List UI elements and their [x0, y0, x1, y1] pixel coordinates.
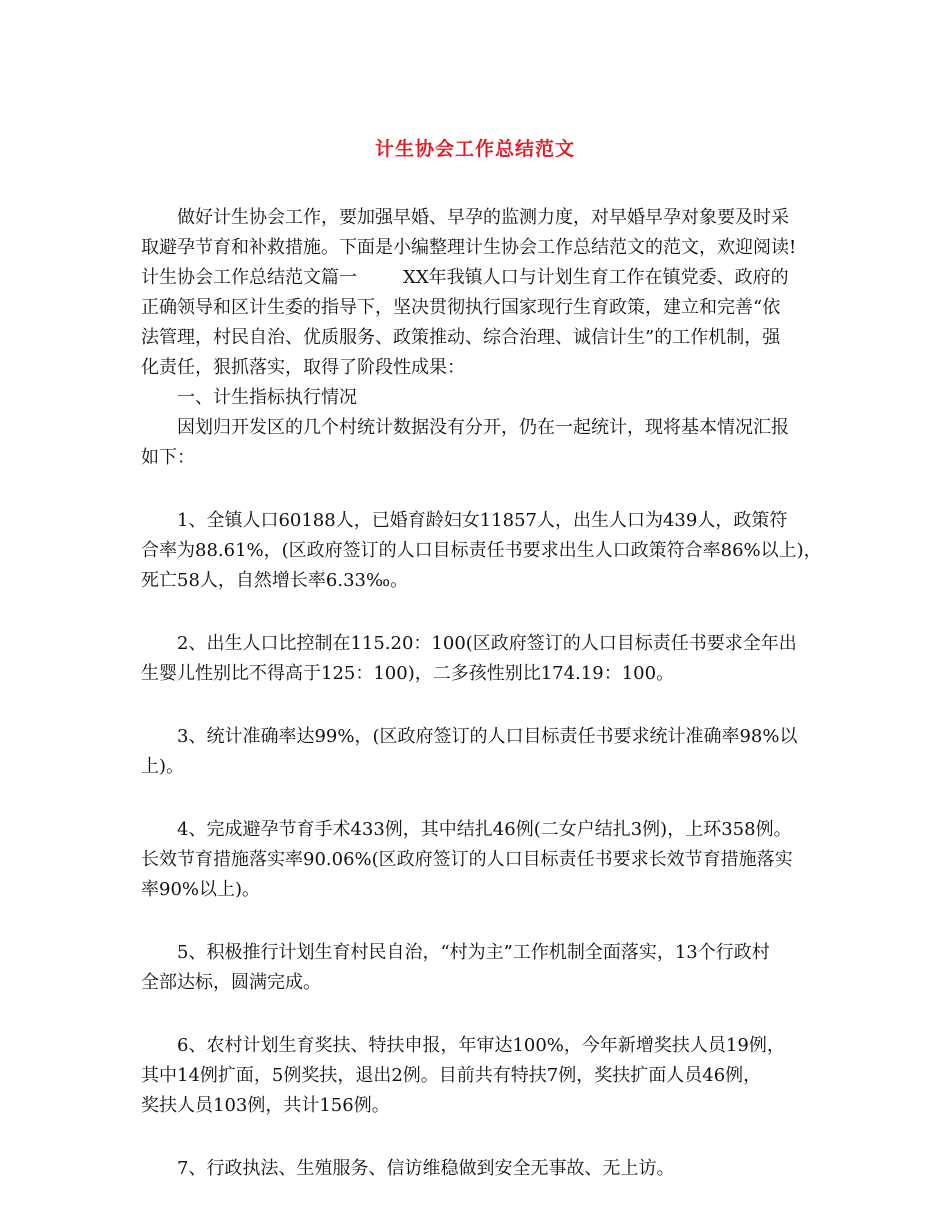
- text-line: 全部达标，圆满完成。: [141, 972, 321, 993]
- text-line: 5、积极推行计划生育村民自治，“村为主”工作机制全面落实，13个行政村: [177, 942, 770, 963]
- text-line: 生婴儿性别比不得高于125：100)，二多孩性别比174.19：100。: [141, 663, 675, 684]
- text-line: 4、完成避孕节育手术433例，其中结扎46例(二女户结扎3例)，上环358例。: [177, 819, 792, 840]
- text-line: 2、出生人口比控制在115.20：100(区政府签订的人口目标责任书要求全年出: [177, 633, 797, 654]
- text-line: 因划归开发区的几个村统计数据没有分开，仍在一起统计，现将基本情况汇报: [177, 417, 789, 438]
- document-body: [141, 203, 822, 1184]
- text-line: 其中14例扩面，5例奖扶，退出2例。目前共有特扶7例，奖扶扩面人员46例，: [141, 1065, 762, 1086]
- text-line: 化责任，狠抓落实，取得了阶段性成果：: [141, 357, 465, 378]
- text-line: 奖扶人员103例，共计156例。: [141, 1095, 390, 1116]
- text-line: 1、全镇人口60188人，已婚育龄妇女11857人，出生人口为439人，政策符: [177, 510, 788, 531]
- text-line: 正确领导和区计生委的指导下，坚决贯彻执行国家现行生育政策，建立和完善“依: [141, 297, 781, 318]
- text-line: [141, 263, 811, 293]
- text-line: 长效节育措施落实率90.06%(区政府签订的人口目标责任书要求长效节育措施落实: [141, 849, 793, 870]
- text-line: 死亡58人，自然增长率6.33‰。: [141, 570, 409, 591]
- section-heading: 一、计生指标执行情况: [177, 387, 357, 408]
- text-line: 7、行政执法、生殖服务、信访维稳做到安全无事故、无上访。: [177, 1158, 675, 1179]
- text-line: 做好计生协会工作，要加强早婚、早孕的监测力度，对早婚早孕对象要及时采: [177, 207, 789, 228]
- text-line-tail: XX年我镇人口与计划生育工作在镇党委、政府的: [403, 267, 789, 288]
- text-line: 合率为88.61%，(区政府签订的人口目标责任书要求出生人口政策符合率86%以上)，: [141, 540, 822, 561]
- text-line: 6、农村计划生育奖扶、特扶申报，年审达100%，今年新增奖扶人员19例，: [177, 1035, 785, 1056]
- text-line: 取避孕节育和补救措施。下面是小编整理计生协会工作总结范文的范文，欢迎阅读!: [141, 237, 797, 258]
- text-line: 上)。: [141, 756, 185, 777]
- text-line: 率90%以上)。: [141, 879, 261, 900]
- text-line: 3、统计准确率达99%，(区政府签订的人口目标责任书要求统计准确率98%以: [177, 726, 798, 747]
- section-heading: 计生协会工作总结范文篇一: [141, 267, 357, 288]
- document-title: 计生协会工作总结范文: [374, 138, 575, 160]
- text-line: 法管理，村民自治、优质服务、政策推动、综合治理、诚信计生”的工作机制，强: [141, 327, 781, 348]
- text-line: 如下：: [141, 447, 195, 468]
